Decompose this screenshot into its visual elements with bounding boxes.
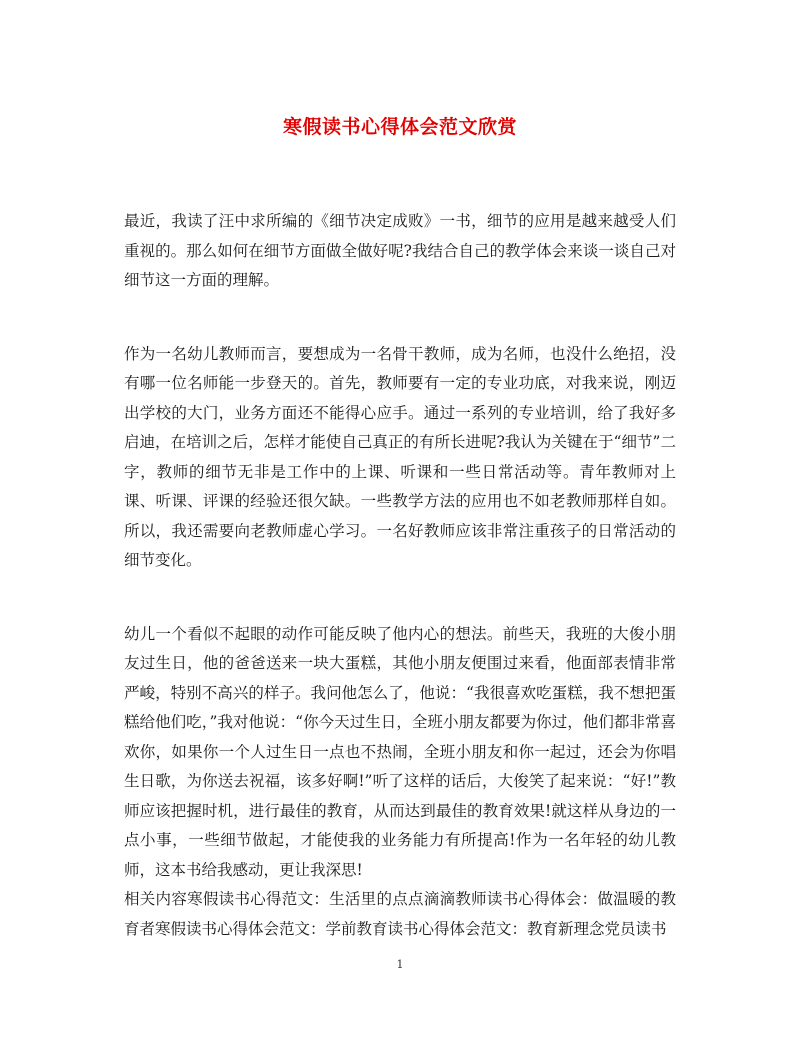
page-number: 1 xyxy=(396,958,404,971)
related-content: 相关内容寒假读书心得范文：生活里的点点滴滴教师读书心得体会：做温暖的教育者寒假读书心得体会范文：学前教育读书心得体会范文：教育新理念党员读书 xyxy=(124,890,676,938)
document-title: 寒假读书心得体会范文欣赏 xyxy=(282,116,517,138)
paragraph-2: 作为一名幼儿教师而言，要想成为一名骨干教师，成为名师，也没什么绝招，没有哪一位名师能一步登天的。首先，教师要有一定的专业功底，对我来说，刚迈出学校的大门，业务方面还不能得心应手。通过一系列的专业培训，给了我好多启迪，在培训之后，怎样才能使自己真正的有所长进呢?我认为关键在于“细节”二字，教师的细节无非是工作中的上课、听课和一些日常活动等。青年教师对上课、听课、评课的经验还很欠缺。一些教学方法的应用也不如老教师那样自如。所以，我还需要向老教师虚心学习。一名好教师应该非常注重孩子的日常活动的细节变化。 xyxy=(124,344,676,569)
paragraph-3: 幼儿一个看似不起眼的动作可能反映了他内心的想法。前些天，我班的大俊小朋友过生日，他的爸爸送来一块大蛋糕，其他小朋友便围过来看，他面部表情非常严峻，特别不高兴的样子。我问他怎么了，他说：“我很喜欢吃蛋糕，我不想把蛋糕给他们吃，”我对他说：“你今天过生日，全班小朋友都要为你过，他们都非常喜欢你，如果你一个人过生日一点也不热闹，全班小朋友和你一起过，还会为你唱生日歌，为你送去祝福，该多好啊!”听了这样的话后，大俊笑了起来说：“好!”教师应该把握时机，进行最佳的教育，从而达到最佳的教育效果!就这样从身边的一点小事，一些细节做起，才能使我的业务能力有所提高!作为一名年轻的幼儿教师，这本书给我感动，更让我深思! xyxy=(124,624,676,879)
paragraph-1: 最近，我读了汪中求所编的《细节决定成败》一书，细节的应用是越来越受人们重视的。那么如何在细节方面做全做好呢?我结合自己的教学体会来谈一谈自己对细节这一方面的理解。 xyxy=(124,212,676,289)
document-body xyxy=(124,207,676,944)
